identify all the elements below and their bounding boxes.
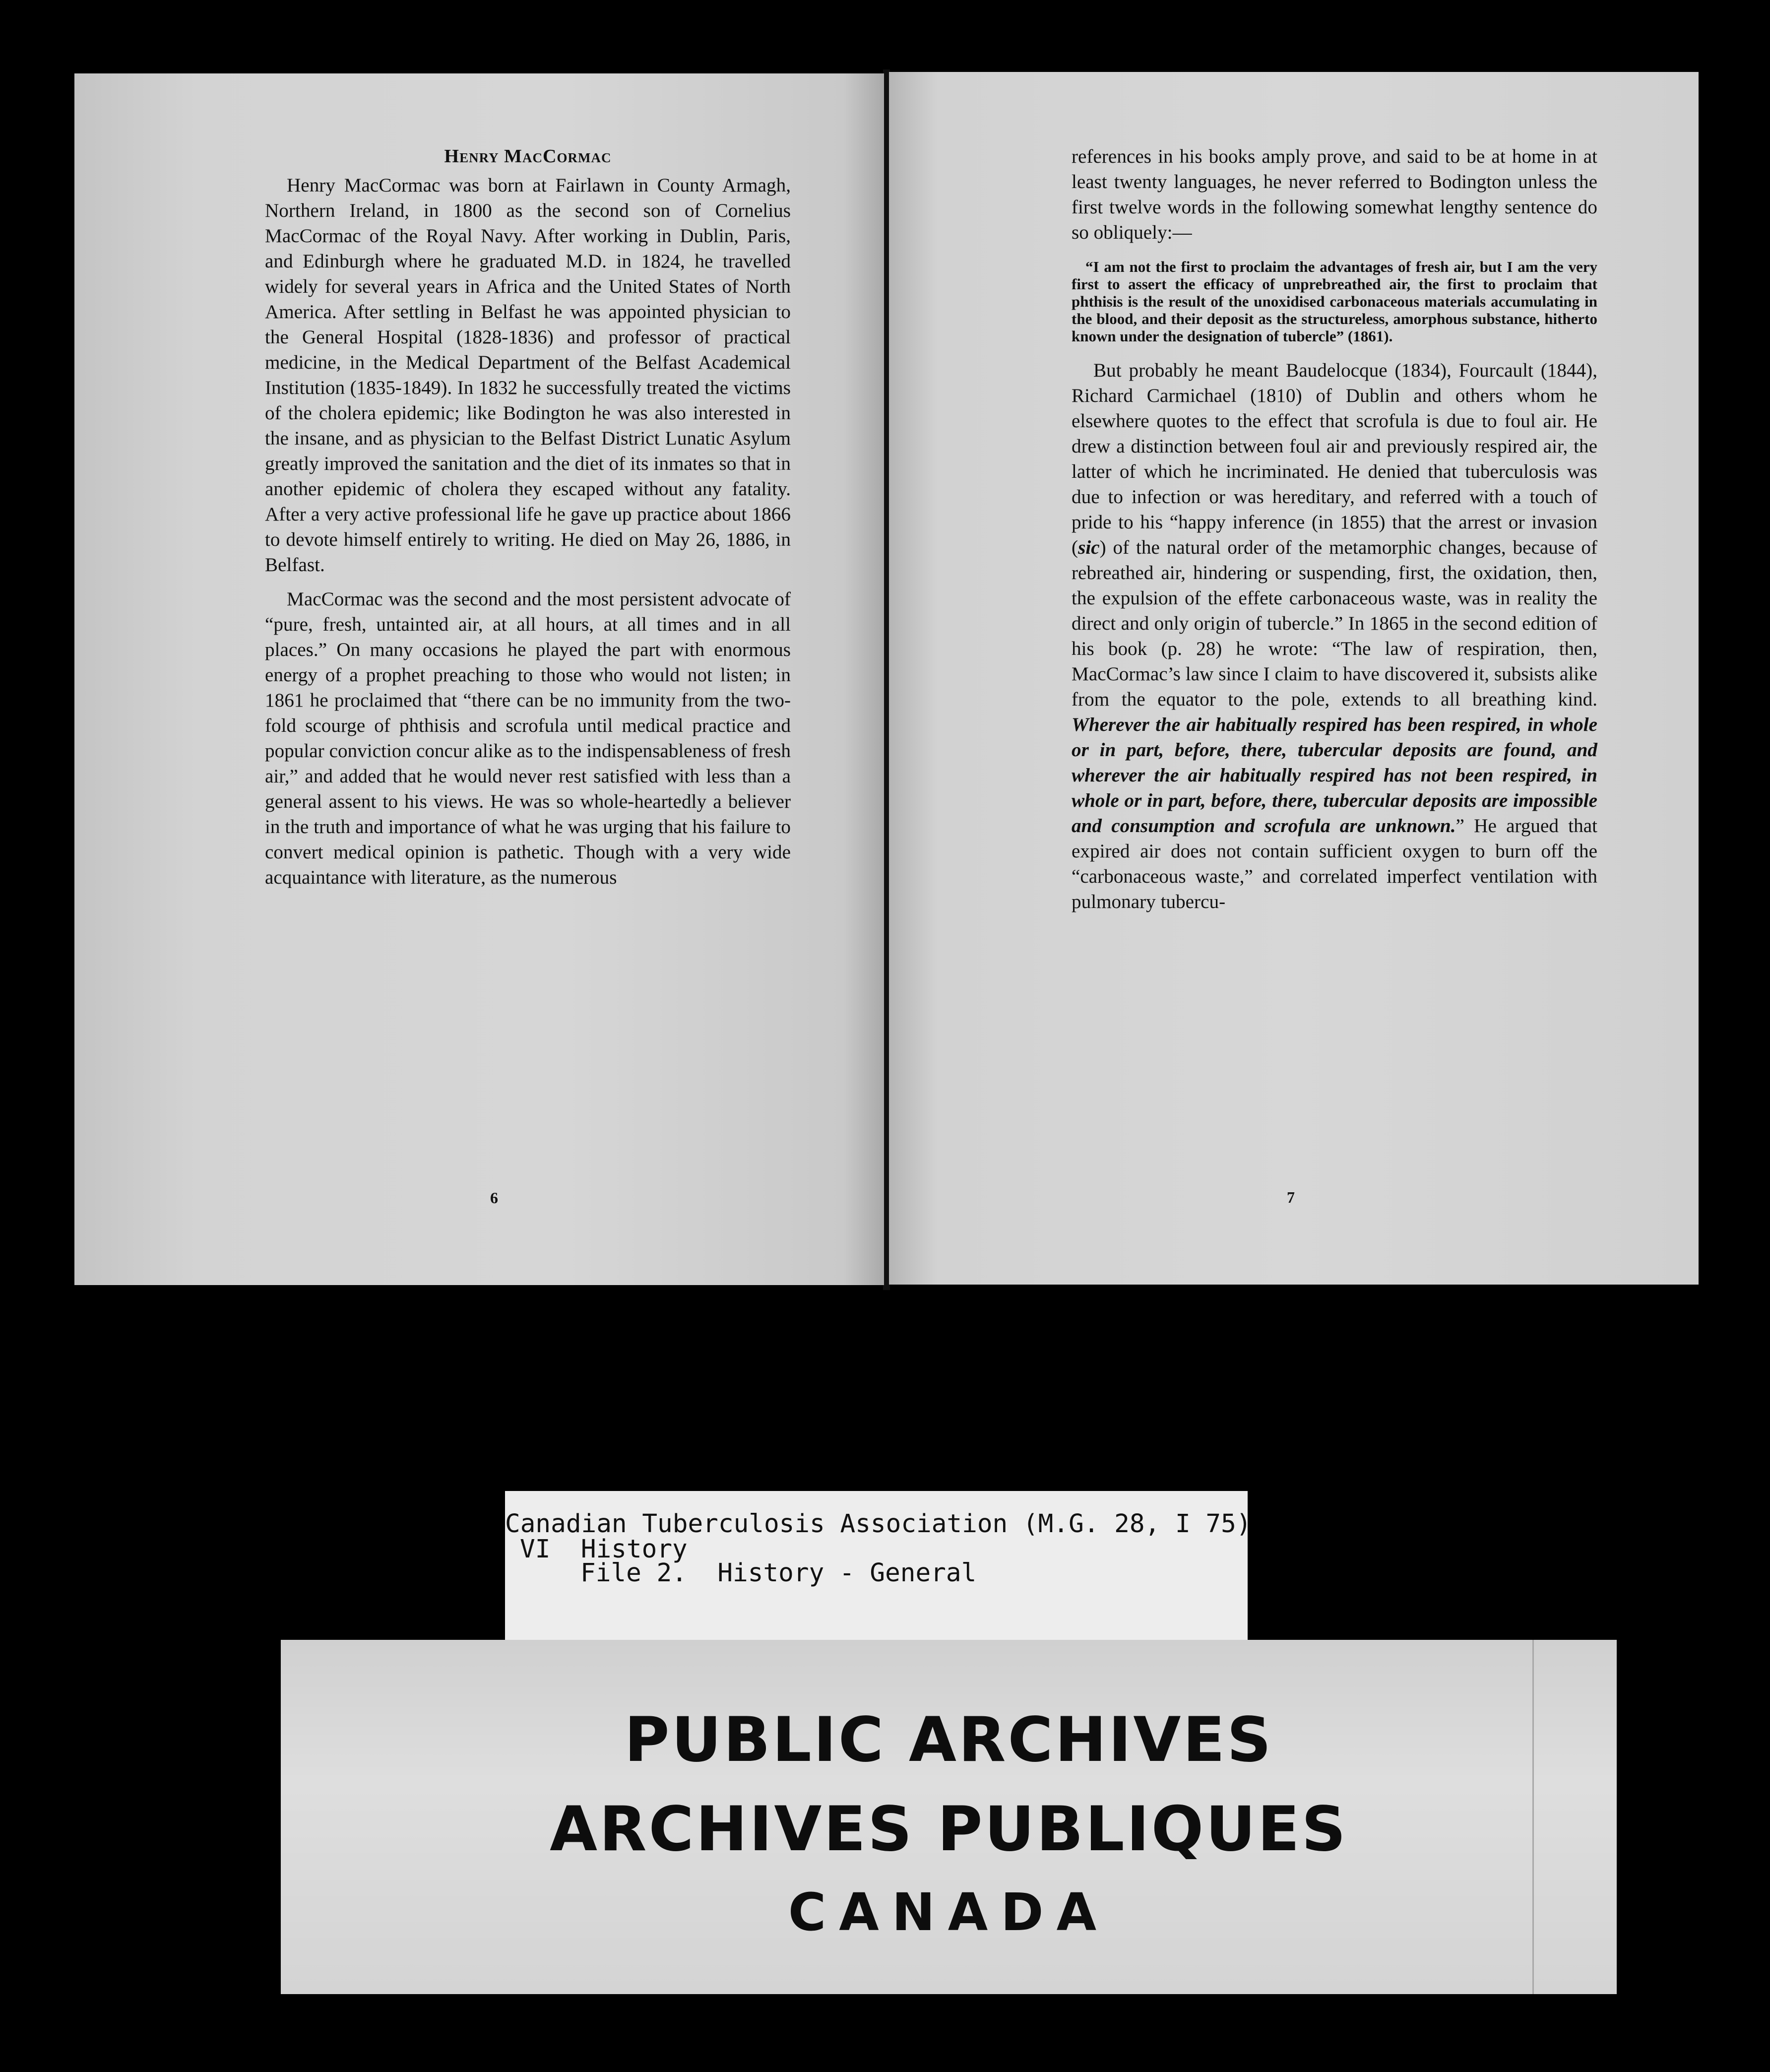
banner-country: CANADA bbox=[788, 1882, 1110, 1942]
left-page bbox=[74, 73, 884, 1285]
label-section: VI History bbox=[520, 1535, 688, 1564]
banner-french: ARCHIVES PUBLIQUES bbox=[550, 1794, 1348, 1865]
running-head: Henry MacCormac bbox=[444, 146, 612, 167]
public-archives-banner bbox=[281, 1640, 1617, 1994]
paragraph-text-b: ) of the natural order of the metamorphic changes, because of rebreathed air, hindering or suspending, first, the oxidation, then, the expulsion of the effete carbonaceous waste, was in reality the direct and only origin of tubercle.” In 1865 in the second edition of his book (p. 28) he wrote: “The law of respiration, then, MacCormac’s law since I claim to have discovered it, subsists alike from the equator to the pole, extends to all breathing kind. bbox=[1072, 537, 1597, 710]
archive-label-card bbox=[505, 1491, 1252, 1640]
page-number-right: 7 bbox=[1287, 1188, 1295, 1206]
right-page-text bbox=[1072, 144, 1597, 914]
paragraph-text-a: But probably he meant Baudelocque (1834), Fourcault (1844), Richard Carmichael (1810) of Dublin and others whom he elsewhere quotes to the effect that scrofula is due to foul air. He drew a distinction between foul air and previously respired air, the latter of which he incriminated. He denied that tuberculosis was due to infection or was hereditary, and referred with a touch of pride to his “happy inference (in 1855) that the arrest or invasion ( bbox=[1072, 360, 1597, 558]
advocacy-paragraph: MacCormac was the second and the most persistent advocate of “pure, fresh, untainted air, at all hours, at all times and in all places.” On many occasions he played the part with enormous energy of a prophet preaching to those who would not listen; in 1861 he proclaimed that “there can be no immunity from the two-fold scourge of phthisis and scrofula until medical practice and popular conviction concur alike as to the indispensableness of fresh air,” and added that he would never rest satisfied with less than a general assent to his views. He was so whole-heartedly a believer in the truth and importance of what he was urging that his failure to convert medical opinion is pathetic. Though with a very wide acquaintance with literature, as the numerous bbox=[265, 588, 791, 888]
sic-italic: sic bbox=[1078, 537, 1100, 558]
left-page-text bbox=[265, 144, 791, 890]
baudelocque-paragraph bbox=[1072, 358, 1597, 914]
right-page bbox=[889, 72, 1699, 1285]
label-file: File 2. History - General bbox=[580, 1558, 977, 1588]
label-collection: Canadian Tuberculosis Association (M.G. 28, I 75) bbox=[505, 1509, 1252, 1539]
block-quote: “I am not the first to proclaim the advantages of fresh air, but I am the very first to assert the efficacy of unprebreathed air, the first to proclaim that phthisis is the result of the unoxidised carbonaceous materials accumulating in the blood, and their deposit as the structureless, amorphous substance, hitherto known under the designation of tubercle” (1861). bbox=[1072, 258, 1597, 345]
paragraph-text-c: ” He argued that expired air does not contain sufficient oxygen to burn off the “carbonaceous waste,” and correlated imperfect ventilation with pulmonary tubercu- bbox=[1072, 815, 1597, 912]
banner-english: PUBLIC ARCHIVES bbox=[624, 1704, 1273, 1776]
page-number-left: 6 bbox=[490, 1189, 498, 1207]
biography-paragraph: Henry MacCormac was born at Fairlawn in County Armagh, Northern Ireland, in 1800 as the second son of Cornelius MacCormac of the Royal Navy. After working in Dublin, Paris, and Edinburgh where he graduated M.D. in 1824, he travelled widely for several years in Africa and the United States of North America. After settling in Belfast he was appointed physician to the General Hospital (1828-1836) and professor of practical medicine, in the Medical Department of the Belfast Academical Institution (1835-1849). In 1832 he successfully treated the victims of the cholera epidemic; like Bodington he was also interested in the insane, and as physician to the Belfast District Lunatic Asylum greatly improved the sanitation and the diet of its inmates so that in another epidemic of cholera they escaped without any fatality. After a very active professional life he gave up practice about 1866 to devote himself entirely to writing. He died on May 26, 1886, in Belfast. bbox=[265, 175, 791, 576]
continued-paragraph: references in his books amply prove, and said to be at home in at least twenty languages, he never referred to Bodington unless the first twelve words in the following somewhat lengthy sentence do so obliquely:— bbox=[1072, 146, 1597, 243]
law-italic: Wherever the air habitually respired has been respired, in whole or in part, before, there, tubercular deposits are found, and wherever the air habitually respired has not been respired, in whole or in part, before, there, tubercular deposits are impossible and consumption and scrofula are unknown. bbox=[1072, 714, 1597, 837]
